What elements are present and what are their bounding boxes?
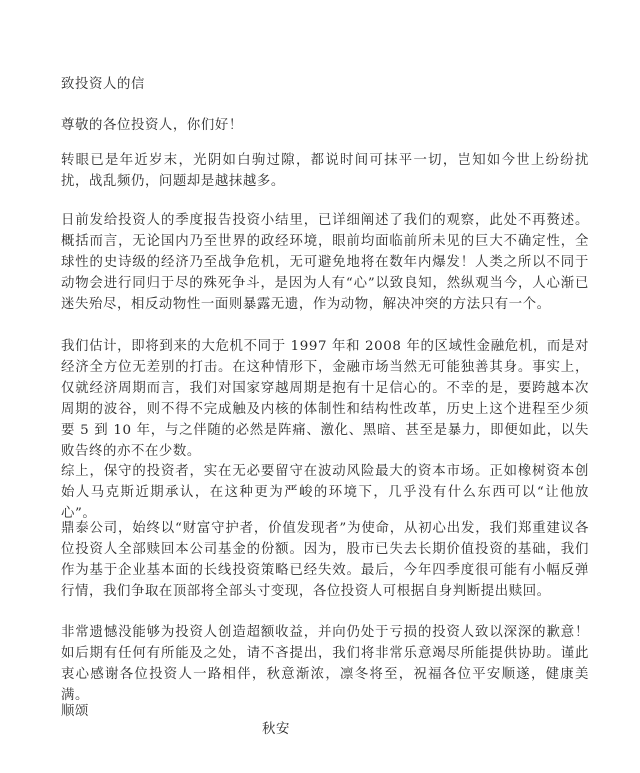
letter-signature: 秋安	[262, 722, 290, 737]
paragraph-1: 转眼已是年近岁末，光阴如白驹过隙，都说时间可抹平一切，岂知如今世上纷纷扰扰，战乱频仍，问题却是越抹越多。	[61, 153, 589, 189]
paragraph-4: 综上，保守的投资者，实在无必要留守在波动风险最大的资本市场。正如橡树资本创始人马克斯近期承认，在这种更为严峻的环境下，几乎没有什么东西可以“让他放心”。	[61, 464, 589, 521]
letter-title: 致投资人的信	[61, 77, 145, 92]
paragraph-6: 非常遗憾没能够为投资人创造超额收益，并向仍处于亏损的投资人致以深深的歉意！如后期有任何有所能及之处，请不吝提出，我们将非常乐意竭尽所能提供协助。谨此衷心感谢各位投资人一路相伴，秋意渐浓，凛冬将至，祝福各位平安顺遂，健康美满。	[61, 625, 589, 703]
paragraph-5: 鼎泰公司，始终以“财富守护者，价值发现者”为使命，从初心出发，我们郑重建议各位投资人全部赎回本公司基金的份额。因为，股市已失去长期价值投资的基础，我们作为基于企业基本面的长线投资策略已经失效。最后，今年四季度很可能有小幅反弹行情，我们争取在顶部将全部头寸变现，各位投资人可根据自身判断提出赎回。	[61, 521, 589, 599]
letter-closing: 顺颂	[61, 704, 89, 719]
letter-greeting: 尊敬的各位投资人，你们好！	[61, 118, 243, 133]
paragraph-3: 我们估计，即将到来的大危机不同于 1997 年和 2008 年的区域性金融危机，而是对经济全方位无差别的打击。在这种情形下，金融市场当然无可能独善其身。事实上，仅就经济周期而言，我们对国家穿越周期是抱有十足信心的。不幸的是，要跨越本次周期的波谷，则不得不完成触及内核的体制性和结构性改革，历史上这个进程至少须要 5 到 10 年，与之伴随的必然是阵痛、激化、黑暗、甚至是暴力，即便如此，以失败告终的亦不在少数。	[61, 339, 589, 459]
paragraph-2: 日前发给投资人的季度报告投资小结里，已详细阐述了我们的观察，此处不再赘述。概括而言，无论国内乃至世界的政经环境，眼前均面临前所未见的巨大不确定性，全球性的史诗级的经济乃至战争危机，无可避免地将在数年内爆发！人类之所以不同于动物会进行同归于尽的殊死争斗，是因为人有“心”以致良知，然纵观当今，人心渐已迷失殆尽，相反动物性一面则暴露无遗，作为动物，解决冲突的方法只有一个。	[61, 213, 589, 312]
